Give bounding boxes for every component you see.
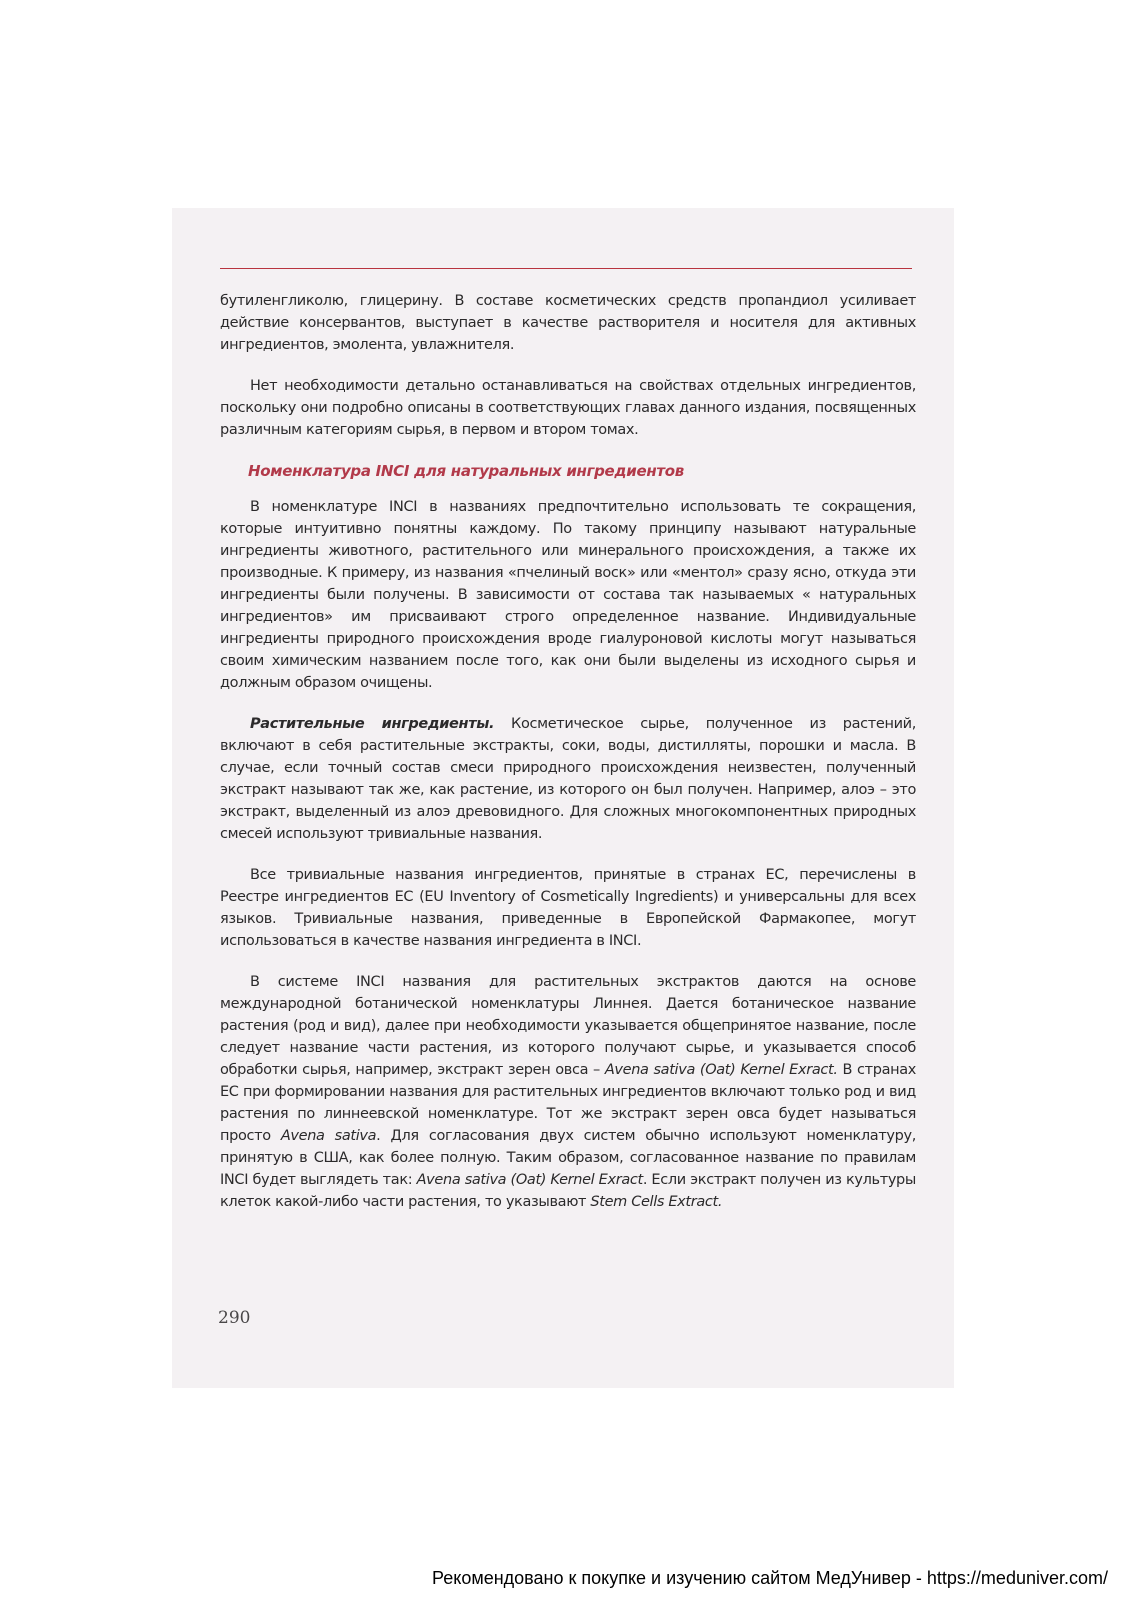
paragraph-4-text: Косметическое сырье, полученное из растений, включают в себя растительные экстракты, соки, воды, дистилляты, порошки и масла. В случае, если точный состав смеси природного происхождения неизвестен, полученный экстракт называют так же, как растение, из которого он был получен. Например, алоэ – это экстракт, выделенный из алоэ древовидного. Для сложных многокомпонентных природных смесей используют тривиальные названия. — [220, 716, 916, 842]
paragraph-6-part: . Для согласования двух систем обычно используют номенклатуру, принятую в США, как более полную. Таким образом, согласованное название по правилам INCI будет выглядеть так: — [220, 1128, 916, 1188]
paragraph-4 — [220, 713, 916, 845]
latin-term: Avena sativa (Oat) Kernel Exract. — [604, 1062, 838, 1078]
paragraph-6-part: В странах ЕС при формировании названия для растительных ингредиентов включают только род и вид растения по линнеевской номенклатуре. Тот же экстракт зерен овса будет называться просто — [220, 1062, 917, 1144]
latin-term: Avena sativa — [280, 1128, 377, 1144]
paragraph-4-lead: Растительные ингредиенты. — [250, 716, 495, 732]
paragraph-2: Нет необходимости детально останавливаться на свойствах отдельных ингредиентов, поскольку они подробно описаны в соответствующих главах данного издания, посвященных различным категориям сырья, в первом и втором томах. — [220, 378, 916, 438]
section-heading: Номенклатура INCI для натуральных ингредиентов — [248, 462, 684, 480]
page-number: 290 — [218, 1308, 251, 1328]
header-rule — [220, 268, 912, 269]
paragraph-6-part: . Если экстракт получен из культуры клеток какой-либо части растения, то указывают — [220, 1172, 917, 1210]
footer-note: Рекомендовано к покупке и изучению сайтом МедУнивер - https://meduniver.com/ — [432, 1568, 1108, 1588]
paragraph-6 — [220, 971, 916, 1213]
paragraph-3: В номенклатуре INCI в названиях предпочтительно использовать те сокращения, которые интуитивно понятны каждому. По такому принципу называют натуральные ингредиенты животного, растительного или минерального происхождения, а также их производные. К примеру, из названия «пчелиный воск» или «ментол» сразу ясно, откуда эти ингредиенты были получены. В зависимости от состава так называемых « натуральных ингредиентов» им присваивают строго определенное название. Индивидуальные ингредиенты природного происхождения вроде гиалуроновой кислоты могут называться своим химическим названием после того, как они были выделены из исходного сырья и должным образом очищены. — [220, 499, 916, 691]
page-body — [220, 290, 916, 1213]
latin-term: Stem Cells Extract. — [590, 1194, 723, 1210]
latin-term: Avena sativa (Oat) Kernel Exract — [416, 1172, 643, 1188]
book-page — [172, 208, 954, 1388]
paragraph-1: бутиленгликолю, глицерину. В составе косметических средств пропандиол усиливает действие консервантов, выступает в качестве растворителя и носителя для активных ингредиентов, эмолента, увлажнителя. — [220, 293, 916, 353]
paragraph-6-part: В системе INCI названия для растительных экстрактов даются на основе международной ботанической номенклатуры Линнея. Дается ботаническое название растения (род и вид), далее при необходимости указывается общепринятое название, после следует название части растения, из которого получают сырье, и указывается способ обработки сырья, например, экстракт зерен овса – — [220, 974, 916, 1078]
paragraph-5: Все тривиальные названия ингредиентов, принятые в странах ЕС, перечислены в Реестре ингредиентов ЕС (EU Inventory of Cosmetically Ingredients) и универсальны для всех языков. Тривиальные названия, приведенные в Европейской Фармакопее, могут использоваться в качестве названия ингредиента в INCI. — [220, 867, 916, 949]
